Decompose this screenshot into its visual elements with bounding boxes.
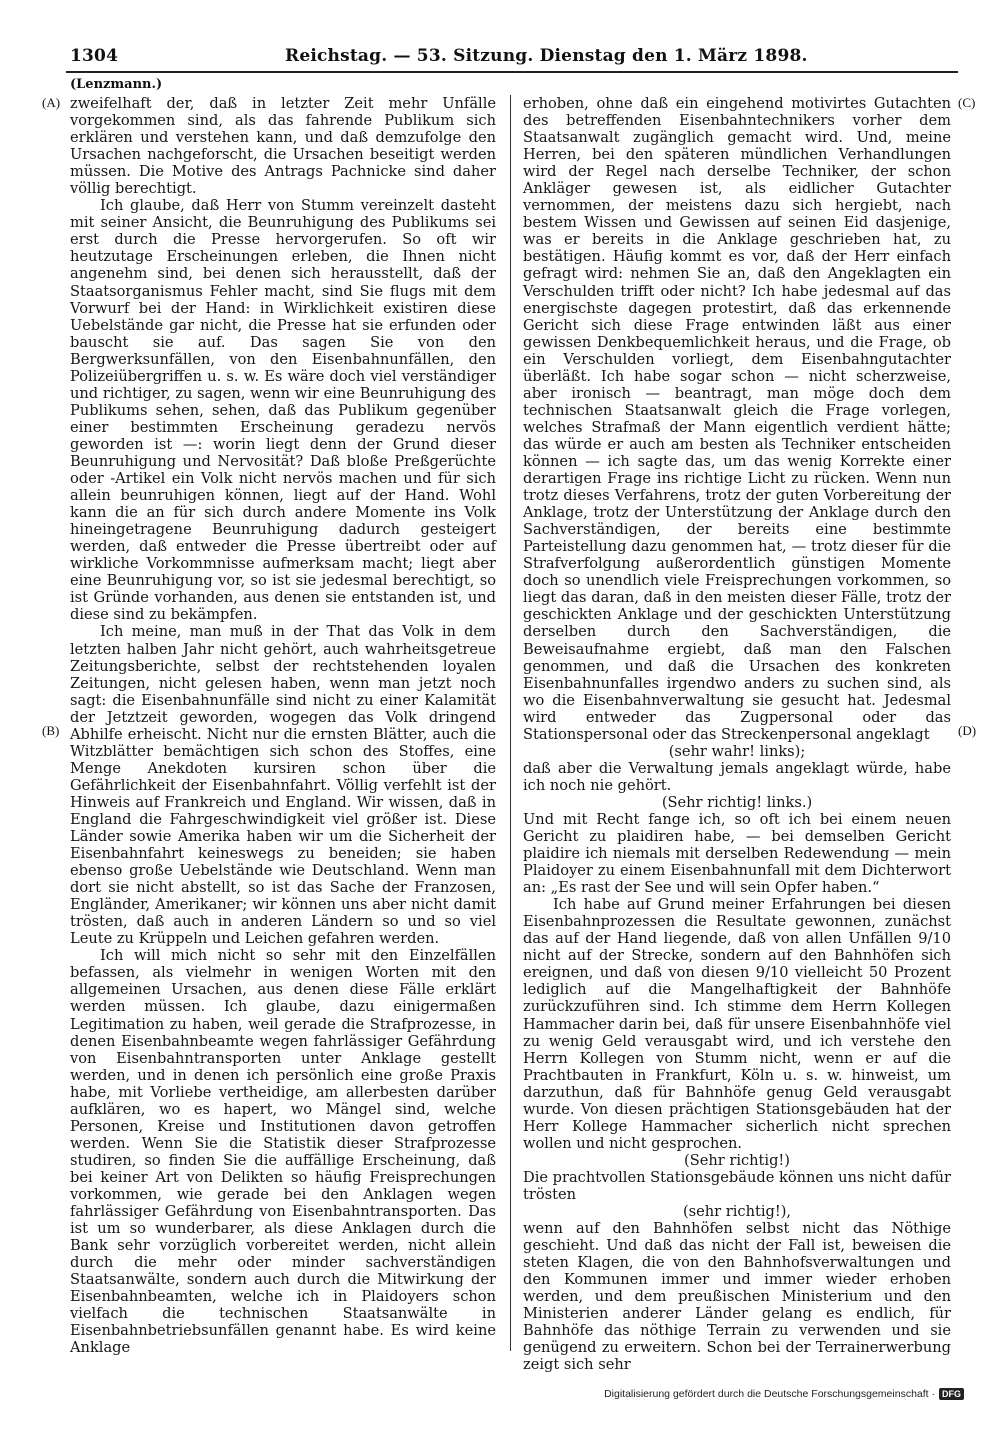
paragraph: wenn auf den Bahnhöfen selbst nicht das Nöthige geschieht. Und daß das nicht der Fall ist, beweisen die steten Klagen, die von den Bahnhofsverwaltungen und den Kommunen immer und immer wieder erhoben werden, und dem preußischen Ministerium und den Ministerien anderer Länder gelang es endlich, für Bahnhöfe das nöthige Terrain zu verwenden und sie genügend zu erweitern. Schon bei der Terrainerwerbung zeigt sich sehr — [523, 1220, 951, 1374]
margin-marker-d: (D) — [958, 723, 977, 738]
dfg-logo: DFG — [939, 1388, 964, 1400]
paragraph: daß aber die Verwaltung jemals angeklagt würde, habe ich noch nie gehört. — [523, 759, 951, 794]
header-rule — [66, 71, 958, 73]
paragraph: Und mit Recht fange ich, so oft ich bei einem neuen Gericht zu plaidiren habe, — bei demselben Gericht plaidire ich niemals mit derselben Redewendung — mein Plaidoyer zu einem Eisenbahnunfall mit dem Dichterwort an: „Es rast der See und will sein Opfer haben.“ — [523, 810, 951, 897]
right-column — [523, 95, 951, 1374]
margin-marker-b: (B) — [42, 723, 60, 738]
footer-credit — [604, 1388, 964, 1400]
paragraph: erhoben, ohne daß ein eingehend motivirtes Gutachten des betreffenden Eisenbahntechnikers vorher dem Staatsanwalt zugänglich gemacht wird. Und, meine Herren, bei den späteren mündlichen Verhandlungen wird der Regel nach derselbe Techniker, der schon Ankläger gewesen ist, als eidlicher Gutachter vernommen, der meistens dazu sich hergiebt, nach bestem Wissen und Gewissen auf seinen Eid dasjenige, was er bereits in die Anklage geschrieben hat, zu bestätigen. Häufig kommt es vor, daß der Herr einfach gefragt wird: nehmen Sie an, daß den Angeklagten ein Verschulden trifft oder nicht? Ich habe jedesmal auf das energischste dagegen protestirt, daß das erkennende Gericht sich diese Frage entwinden läßt aus einer gewissen Denkbequemlichkeit heraus, und die Frage, ob ein Verschulden vorliegt, dem Eisenbahngutachter überläßt. Ich habe sogar schon — nicht scherzweise, aber ironisch — beantragt, man möge doch dem technischen Staatsanwalt gleich die Frage vorlegen, welches Strafmaß der Mann eigentlich verdient hätte; das würde er auch am besten als Techniker entscheiden können — ich sagte das, um das wenig Korrekte einer derartigen Frage ins richtige Licht zu rücken. Wenn nun trotz dieses Verfahrens, trotz der guten Vorbereitung der Anklage, trotz der Unterstützung der Anklage durch den Sachverständigen, der bereits eine bestimmte Parteistellung dazu genommen hat, — trotz dieser für die Strafverfolgung außerordentlich günstigen Momente doch so unendlich viele Freisprechungen vorkommen, so liegt das daran, daß in den meisten dieser Fälle, trotz der geschickten Anklage und der geschickten Unterstützung derselben durch den Sachverständigen, die Beweisaufnahme ergiebt, daß man den Falschen genommen, und daß die Ursachen des konkreten Eisenbahnunfalles irgendwo anders zu suchen sind, als wo die Eisenbahnverwaltung sie gesucht hat. Jedesmal wird entweder das Zugpersonal oder das Stationspersonal oder das Streckenpersonal angeklagt — [523, 95, 951, 743]
paragraph: zweifelhaft der, daß in letzter Zeit mehr Unfälle vorgekommen sind, als das fahrende Publikum sich erklären und verstehen kann, und daß demzufolge den Ursachen nachgeforscht, die Ursachen beseitigt werden müssen. Die Motive des Antrags Pachnicke sind daher völlig berechtigt. — [70, 95, 496, 198]
page-number: 1304 — [70, 46, 119, 66]
speaker-label: (Lenzmann.) — [70, 77, 163, 92]
column-divider — [510, 95, 511, 1351]
paragraph: Ich meine, man muß in der That das Volk in dem letzten halben Jahr nicht gehört, auch wahrheitsgetreue Zeitungsberichte, selbst der rechtstehenden loyalen Zeitungen, nicht gelesen haben, wenn man jetzt noch sagt: die Eisenbahnunfälle sind nicht zu einer Kalamität der Jetztzeit geworden, wogegen das Volk dringend Abhilfe erheischt. Nicht nur die ernsten Blätter, auch die Witzblätter bemächtigen sich schon des Stoffes, eine Menge Anekdoten kursiren schon über die Gefährlichkeit der Eisenbahnfahrt. Völlig verfehlt ist der Hinweis auf Frankreich und England. Wir wissen, daß in England die Fahrgeschwindigkeit viel größer ist. Diese Länder sowie Amerika haben wir um die Sicherheit der Eisenbahnfahrt keineswegs zu beneiden; sie haben ebenso große Uebelstände wie Deutschland. Wenn man dort sie nicht abstellt, so ist das Sache der Franzosen, Engländer, Amerikaner; wir können uns aber nicht damit trösten, daß auch in anderen Ländern so und so viel Leute zu Krüppeln und Leichen gefahren werden. — [70, 623, 496, 948]
margin-marker-c: (C) — [958, 95, 976, 110]
footer-text: Digitalisierung gefördert durch die Deutsche Forschungsgemeinschaft · — [604, 1388, 935, 1400]
paragraph: Ich glaube, daß Herr von Stumm vereinzelt dasteht mit seiner Ansicht, die Beunruhigung des Publikums sei erst durch die Presse hervorgerufen. So oft wir heutzutage Erscheinungen erleben, die Ihnen nicht angenehm sind, bei denen sich herausstellt, daß der Staatsorganismus Fehler macht, sind Sie flugs mit dem Vorwurf bei der Hand: in Wirklichkeit existiren diese Uebelstände gar nicht, die Presse hat sie erfunden oder bauscht sie auf. Das sagen Sie von den Bergwerksunfällen, von den Eisenbahnunfällen, den Polizeiübergriffen u. s. w. Es wäre doch viel verständiger und richtiger, zu sagen, wenn wir eine Beunruhigung des Publikums sehen, sehen, daß das Publikum gegenüber einer bestimmten Erscheinung geradezu nervös geworden ist —: worin liegt denn der Grund dieser Beunruhigung und Nervosität? Daß bloße Preßgerüchte oder -Artikel ein Volk nicht nervös machen und für sich allein beunruhigen können, liegt auf der Hand. Wohl kann die an für sich durch andere Momente ins Volk hineingetragene Beunruhigung dadurch gesteigert werden, daß entweder die Presse übertreibt oder auf wirkliche Vorkommnisse aufmerksam macht; liegt aber eine Beunruhigung vor, so ist sie jedesmal berechtigt, so ist Gründe vorhanden, aus denen sie entstanden ist, und diese sind zu bekämpfen. — [70, 197, 496, 624]
interjection: (sehr wahr! links); — [668, 742, 806, 760]
interjection: (Sehr richtig!) — [684, 1151, 790, 1169]
margin-marker-a: (A) — [42, 95, 61, 110]
paragraph: Ich habe auf Grund meiner Erfahrungen bei diesen Eisenbahnprozessen die Resultate gewonnen, zunächst das auf der Hand liegende, daß von allen Unfällen 9/10 nicht auf der Strecke, sondern auf den Bahnhöfen sich ereignen, und daß von diesen 9/10 vielleicht 50 Prozent lediglich auf die Mangelhaftigkeit der Bahnhöfe zurückzuführen sind. Ich stimme dem Herrn Kollegen Hammacher darin bei, daß für unsere Eisenbahnhöfe viel zu wenig Geld verausgabt wird, und ich verstehe den Herrn Kollegen von Stumm nicht, wenn er auf die Prachtbauten in Frankfurt, Köln u. s. w. hinweist, um darzuthun, daß für Bahnhöfe genug Geld verausgabt wurde. Von diesen prächtigen Stationsgebäuden hat der Herr Kollege Hammacher sicherlich nicht sprechen wollen und nicht gesprochen. — [523, 896, 951, 1152]
interjection: (sehr richtig!), — [682, 1203, 792, 1221]
paragraph: Die prachtvollen Stationsgebäude können uns nicht dafür trösten — [523, 1168, 951, 1203]
paragraph: Ich will mich nicht so sehr mit den Einzelfällen befassen, als vielmehr in wenigen Worten mit den allgemeinen Ursachen, aus denen diese Fälle erklärt werden müssen. Ich glaube, dazu einigermaßen Legitimation zu haben, weil gerade die Strafprozesse, in denen Eisenbahnbeamte wegen fahrlässiger Gefährdung von Eisenbahntransporten unter Anklage gestellt werden, und in denen ich persönlich eine große Praxis habe, mit Vorliebe vertheidige, am allerbesten darüber aufklären, wo es hapert, wo Mängel sind, welche Personen, Kreise und Institutionen davon getroffen werden. Wenn Sie die Statistik dieser Strafprozesse studiren, so finden Sie die auffällige Erscheinung, daß bei keiner Art von Delikten so häufig Freisprechungen vorkommen, wie gerade bei den Anklagen wegen fahrlässiger Gefährdung von Eisenbahntransporten. Das ist um so wunderbarer, als diese Anklagen durch die Bank sehr vorzüglich vorbereitet werden, nicht allein durch die mehr oder minder sachverständigen Staatsanwälte, sondern auch durch die Mitwirkung der Eisenbahnbeamten, welche ich in Plaidoyers schon vielfach die technischen Staatsanwälte in Eisenbahnbetriebsunfällen genannt habe. Es wird keine Anklage — [70, 947, 496, 1357]
interjection: (Sehr richtig! links.) — [661, 793, 813, 811]
running-title: Reichstag. — 53. Sitzung. Dienstag den 1. März 1898. — [285, 46, 808, 66]
left-column — [70, 95, 496, 1355]
page-header — [70, 46, 960, 70]
